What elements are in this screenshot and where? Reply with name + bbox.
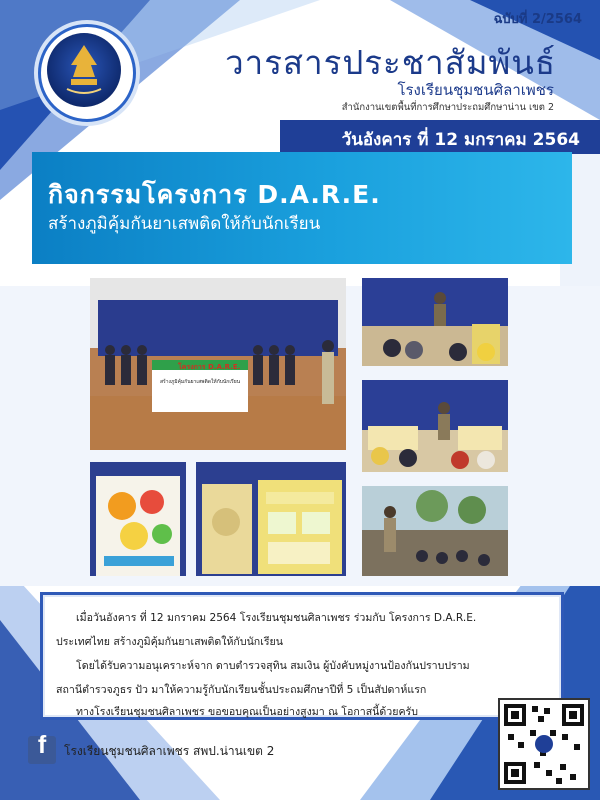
journal-title: วารสารประชาสัมพันธ์ xyxy=(225,43,556,82)
school-name: โรงเรียนชุมชนศิลาเพชร xyxy=(397,81,554,99)
paragraph-2-line-1: โดยได้รับความอนุเคราะห์จาก ดาบตำรวจสุทิน สมเงิน ผู้บังคับหมู่งานป้องกันปราบปราม xyxy=(76,660,470,672)
paragraph-3-line-1: ทางโรงเรียนชุมชนศิลาเพชร ขอขอบคุณเป็นอย่างสูงมา ณ โอกาสนี้ด้วยครับ xyxy=(76,706,418,718)
issue-date: วันอังคาร ที่ 12 มกราคม 2564 xyxy=(341,130,580,150)
facebook-page-name[interactable]: โรงเรียนชุมชนศิลาเพชร สพป.น่านเขต 2 xyxy=(64,744,275,758)
classroom-photo-2 xyxy=(362,380,508,472)
paragraph-1-line-2: ประเทศไทย สร้างภูมิคุ้มกันยาเสพติดให้กับนักเรียน xyxy=(56,636,283,648)
photo-banner-title: โครงการ D.A.R.E. xyxy=(178,363,241,371)
poster-photo-2 xyxy=(196,462,346,576)
group-photo xyxy=(90,278,346,450)
paragraph-1-line-1: เมื่อวันอังคาร ที่ 12 มกราคม 2564 โรงเรียนชุมชนศิลาเพชร ร่วมกับ โครงการ D.A.R.E. xyxy=(76,612,477,624)
classroom-photo-1 xyxy=(362,278,508,366)
facebook-f-glyph: f xyxy=(37,731,47,759)
outdoor-photo xyxy=(362,486,508,576)
school-seal-icon xyxy=(47,33,121,107)
photo-banner-subtitle: สร้างภูมิคุ้มกันยาเสพติดให้กับนักเรียน xyxy=(160,379,241,385)
education-office: สำนักงานเขตพื้นที่การศึกษาประถมศึกษาน่าน เขต 2 xyxy=(341,102,554,113)
topic-title: กิจกรรมโครงการ D.A.R.E. xyxy=(48,180,381,209)
issue-number: ฉบับที่ 2/2564 xyxy=(493,12,582,27)
paragraph-2-line-2: สถานีตำรวจภูธร ปัว มาให้ความรู้กับนักเรียนชั้นประถมศึกษาปีที่ 5 เป็นสัปดาห์แรก xyxy=(56,684,427,696)
poster-photo-1 xyxy=(90,462,186,576)
topic-subtitle: สร้างภูมิคุ้มกันยาเสพติดให้กับนักเรียน xyxy=(48,214,321,234)
qr-code-icon xyxy=(498,698,590,790)
